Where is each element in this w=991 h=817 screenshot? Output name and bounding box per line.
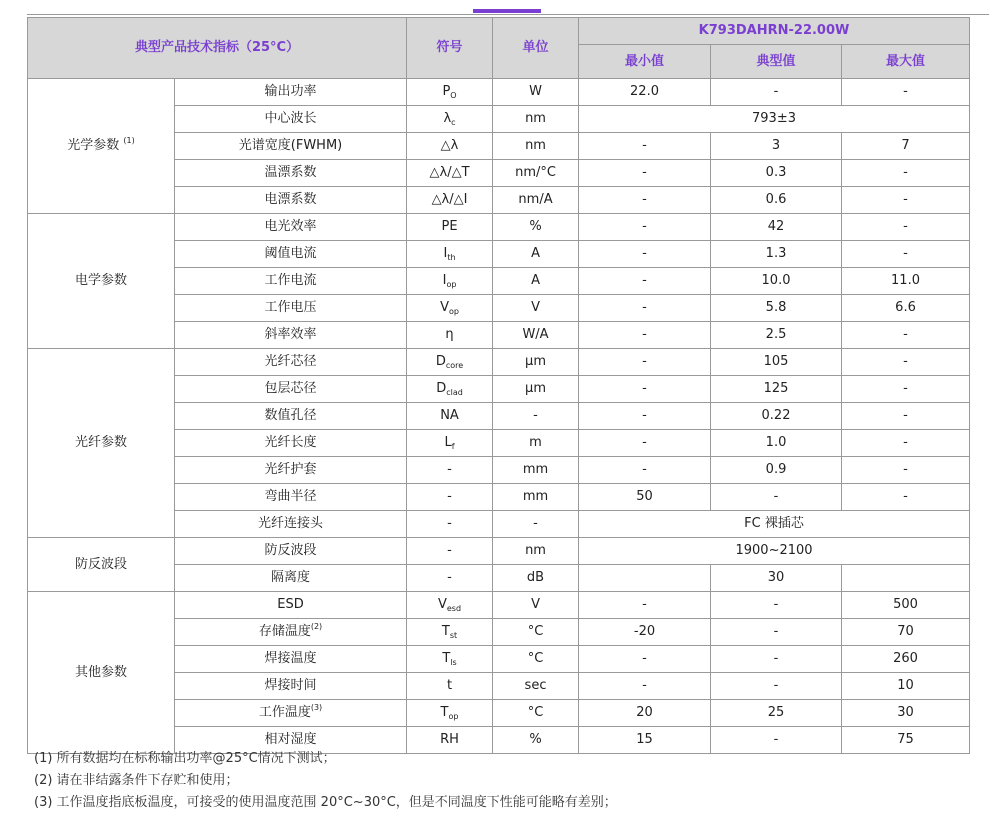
- min-value: [579, 565, 711, 592]
- symbol-cell: [407, 106, 493, 133]
- spec-body: [28, 79, 970, 754]
- max-value: -: [842, 79, 970, 106]
- group-name: [28, 214, 175, 349]
- param-text: 光纤芯径: [264, 354, 317, 369]
- param-name: [175, 592, 407, 619]
- symbol-cell: [407, 592, 493, 619]
- symbol-text: D: [435, 354, 446, 369]
- group-note: (1): [123, 136, 135, 145]
- max-value: -: [842, 322, 970, 349]
- param-text: 中心波长: [264, 111, 317, 126]
- unit-cell: W/A: [493, 322, 579, 349]
- merged-value: 1900~2100: [579, 538, 970, 565]
- max-value: [842, 565, 970, 592]
- typ-value: -: [711, 592, 842, 619]
- max-value: 70: [842, 619, 970, 646]
- param-text: 温漂系数: [264, 165, 317, 180]
- header-symbol: 符号: [407, 18, 493, 79]
- symbol-cell: [407, 322, 493, 349]
- footnote: (2) 请在非结露条件下存贮和使用；: [34, 773, 239, 788]
- symbol-text: -: [447, 462, 452, 477]
- min-value: -: [579, 160, 711, 187]
- table-row: [28, 214, 970, 241]
- unit-cell: W: [493, 79, 579, 106]
- param-name: [175, 241, 407, 268]
- min-value: 20: [579, 700, 711, 727]
- param-name: [175, 457, 407, 484]
- max-value: -: [842, 187, 970, 214]
- group-name: [28, 538, 175, 592]
- param-name: [175, 295, 407, 322]
- param-name: [175, 322, 407, 349]
- param-name: [175, 268, 407, 295]
- symbol-subscript: th: [447, 253, 456, 262]
- typ-value: 0.3: [711, 160, 842, 187]
- max-value: -: [842, 376, 970, 403]
- param-text: 光纤长度: [264, 435, 317, 450]
- symbol-subscript: op: [448, 307, 459, 316]
- symbol-text: T: [440, 705, 449, 720]
- min-value: -: [579, 187, 711, 214]
- typ-value: 5.8: [711, 295, 842, 322]
- param-name: [175, 133, 407, 160]
- min-value: 22.0: [579, 79, 711, 106]
- symbol-text: V: [437, 597, 447, 612]
- unit-cell: μm: [493, 349, 579, 376]
- unit-cell: °C: [493, 700, 579, 727]
- param-name: [175, 538, 407, 565]
- min-value: 50: [579, 484, 711, 511]
- max-value: -: [842, 457, 970, 484]
- param-text: 防反波段: [264, 543, 317, 558]
- max-value: 6.6: [842, 295, 970, 322]
- symbol-text: I: [443, 246, 448, 261]
- max-value: -: [842, 484, 970, 511]
- unit-cell: -: [493, 511, 579, 538]
- symbol-subscript: core: [445, 361, 464, 370]
- min-value: -: [579, 457, 711, 484]
- group-name: [28, 349, 175, 538]
- symbol-cell: [407, 538, 493, 565]
- max-value: 7: [842, 133, 970, 160]
- param-text: 工作电流: [264, 273, 317, 288]
- typ-value: -: [711, 79, 842, 106]
- symbol-text: RH: [440, 732, 459, 747]
- param-note: (2): [310, 622, 323, 631]
- unit-cell: V: [493, 592, 579, 619]
- symbol-subscript: st: [449, 631, 458, 640]
- max-value: -: [842, 430, 970, 457]
- param-text: 弯曲半径: [264, 489, 317, 504]
- param-note: (3): [310, 703, 323, 712]
- param-text: 电光效率: [264, 219, 317, 234]
- symbol-cell: [407, 646, 493, 673]
- param-text: 输出功率: [264, 84, 317, 99]
- header-spec-label: 典型产品技术指标（25°C）: [28, 18, 407, 79]
- symbol-text: I: [442, 273, 447, 288]
- symbol-text: T: [441, 624, 450, 639]
- symbol-cell: [407, 214, 493, 241]
- min-value: 15: [579, 727, 711, 754]
- symbol-text: η: [445, 327, 454, 342]
- min-value: -: [579, 673, 711, 700]
- unit-cell: nm/A: [493, 187, 579, 214]
- param-text: 包层芯径: [264, 381, 317, 396]
- param-name: [175, 160, 407, 187]
- param-text: 焊接温度: [264, 651, 317, 666]
- symbol-text: △λ/△I: [431, 192, 468, 207]
- unit-cell: m: [493, 430, 579, 457]
- symbol-subscript: c: [451, 118, 456, 127]
- symbol-text: V: [440, 300, 449, 315]
- symbol-cell: [407, 133, 493, 160]
- typ-value: 10.0: [711, 268, 842, 295]
- max-value: 75: [842, 727, 970, 754]
- symbol-text: -: [447, 543, 452, 558]
- footnote: (1) 所有数据均在标称输出功率@25°C情况下测试；: [34, 751, 336, 766]
- header-max: 最大值: [842, 45, 970, 79]
- min-value: -: [579, 646, 711, 673]
- symbol-cell: [407, 700, 493, 727]
- typ-value: 0.6: [711, 187, 842, 214]
- param-name: [175, 619, 407, 646]
- max-value: 260: [842, 646, 970, 673]
- unit-cell: mm: [493, 484, 579, 511]
- min-value: -: [579, 430, 711, 457]
- unit-cell: μm: [493, 376, 579, 403]
- symbol-subscript: f: [451, 442, 455, 451]
- symbol-text: -: [447, 489, 452, 504]
- symbol-text: NA: [440, 408, 459, 423]
- top-rule: [27, 14, 989, 15]
- symbol-subscript: ls: [450, 658, 457, 667]
- param-name: [175, 349, 407, 376]
- symbol-subscript: op: [448, 712, 459, 721]
- typ-value: 3: [711, 133, 842, 160]
- symbol-cell: [407, 565, 493, 592]
- symbol-cell: [407, 457, 493, 484]
- typ-value: 105: [711, 349, 842, 376]
- min-value: -: [579, 592, 711, 619]
- param-text: 工作温度: [258, 705, 311, 720]
- typ-value: 2.5: [711, 322, 842, 349]
- max-value: -: [842, 403, 970, 430]
- param-name: [175, 376, 407, 403]
- unit-cell: -: [493, 403, 579, 430]
- header-min: 最小值: [579, 45, 711, 79]
- symbol-text: L: [444, 435, 452, 450]
- param-text: 工作电压: [264, 300, 317, 315]
- group-name-text: 电学参数: [74, 273, 127, 288]
- header-model: K793DAHRN-22.00W: [579, 18, 970, 45]
- symbol-cell: [407, 484, 493, 511]
- symbol-cell: [407, 268, 493, 295]
- min-value: -: [579, 322, 711, 349]
- symbol-cell: [407, 430, 493, 457]
- typ-value: 25: [711, 700, 842, 727]
- table-row: [28, 592, 970, 619]
- unit-cell: °C: [493, 646, 579, 673]
- param-name: [175, 484, 407, 511]
- unit-cell: %: [493, 727, 579, 754]
- unit-cell: sec: [493, 673, 579, 700]
- symbol-cell: [407, 619, 493, 646]
- param-text: 焊接时间: [264, 678, 317, 693]
- param-name: [175, 106, 407, 133]
- param-name: [175, 187, 407, 214]
- footnotes: [34, 750, 617, 816]
- max-value: -: [842, 349, 970, 376]
- symbol-text: P: [442, 84, 451, 99]
- typ-value: -: [711, 484, 842, 511]
- unit-cell: %: [493, 214, 579, 241]
- param-text: 存储温度: [258, 624, 311, 639]
- group-name-text: 光学参数: [67, 138, 120, 153]
- symbol-text: t: [446, 678, 453, 693]
- min-value: -: [579, 403, 711, 430]
- param-text: 阈值电流: [264, 246, 317, 261]
- symbol-subscript: esd: [446, 604, 462, 613]
- param-text: 光谱宽度(FWHM): [238, 138, 343, 153]
- table-row: [28, 538, 970, 565]
- param-name: [175, 700, 407, 727]
- group-name-text: 光纤参数: [74, 435, 127, 450]
- symbol-text: △λ: [440, 138, 459, 153]
- unit-cell: nm/°C: [493, 160, 579, 187]
- accent-bar: [473, 9, 541, 13]
- symbol-text: PE: [441, 219, 458, 234]
- typ-value: 42: [711, 214, 842, 241]
- unit-cell: °C: [493, 619, 579, 646]
- table-row: [28, 349, 970, 376]
- typ-value: 1.3: [711, 241, 842, 268]
- symbol-cell: [407, 349, 493, 376]
- symbol-text: λ: [443, 111, 452, 126]
- param-name: [175, 403, 407, 430]
- symbol-cell: [407, 511, 493, 538]
- group-name-text: 其他参数: [74, 664, 127, 680]
- spec-table: [27, 17, 970, 754]
- typ-value: -: [711, 646, 842, 673]
- param-text: 相对湿度: [264, 732, 317, 747]
- symbol-cell: [407, 295, 493, 322]
- min-value: -20: [579, 619, 711, 646]
- min-value: -: [579, 241, 711, 268]
- max-value: 11.0: [842, 268, 970, 295]
- symbol-cell: [407, 403, 493, 430]
- group-name: [28, 79, 175, 214]
- group-name: [28, 592, 175, 754]
- param-name: [175, 511, 407, 538]
- merged-value: FC 裸插芯: [579, 511, 970, 538]
- min-value: -: [579, 349, 711, 376]
- symbol-subscript: O: [450, 91, 457, 100]
- param-text: 光纤连接头: [258, 516, 324, 531]
- symbol-cell: [407, 673, 493, 700]
- unit-cell: nm: [493, 538, 579, 565]
- typ-value: 1.0: [711, 430, 842, 457]
- symbol-text: -: [447, 570, 452, 585]
- unit-cell: A: [493, 241, 579, 268]
- max-value: -: [842, 160, 970, 187]
- max-value: -: [842, 214, 970, 241]
- symbol-cell: [407, 160, 493, 187]
- header-unit: 单位: [493, 18, 579, 79]
- symbol-cell: [407, 241, 493, 268]
- symbol-text: D: [436, 381, 447, 396]
- param-name: [175, 646, 407, 673]
- typ-value: -: [711, 673, 842, 700]
- merged-value: 793±3: [579, 106, 970, 133]
- typ-value: -: [711, 727, 842, 754]
- symbol-text: △λ/△T: [429, 165, 470, 180]
- unit-cell: nm: [493, 133, 579, 160]
- table-row: [28, 79, 970, 106]
- symbol-text: T: [442, 651, 451, 666]
- header-typ: 典型值: [711, 45, 842, 79]
- min-value: -: [579, 295, 711, 322]
- footnote: (3) 工作温度指底板温度，可接受的使用温度范围 20°C~30°C，但是不同温度下性能可能略有差别；: [34, 795, 617, 810]
- max-value: 10: [842, 673, 970, 700]
- param-name: [175, 430, 407, 457]
- unit-cell: mm: [493, 457, 579, 484]
- typ-value: 0.9: [711, 457, 842, 484]
- param-name: [175, 214, 407, 241]
- param-name: [175, 79, 407, 106]
- symbol-subscript: op: [446, 280, 457, 289]
- max-value: -: [842, 241, 970, 268]
- typ-value: -: [711, 619, 842, 646]
- param-text: ESD: [277, 597, 304, 612]
- param-text: 电漂系数: [264, 192, 317, 207]
- symbol-cell: [407, 187, 493, 214]
- typ-value: 125: [711, 376, 842, 403]
- symbol-subscript: clad: [446, 388, 463, 397]
- min-value: -: [579, 133, 711, 160]
- param-text: 数值孔径: [264, 408, 317, 423]
- typ-value: 30: [711, 565, 842, 592]
- param-text: 隔离度: [271, 570, 311, 585]
- unit-cell: dB: [493, 565, 579, 592]
- unit-cell: V: [493, 295, 579, 322]
- symbol-cell: [407, 376, 493, 403]
- symbol-cell: [407, 79, 493, 106]
- unit-cell: A: [493, 268, 579, 295]
- max-value: 30: [842, 700, 970, 727]
- group-name-text: 防反波段: [74, 556, 127, 572]
- param-text: 光纤护套: [264, 462, 317, 477]
- min-value: -: [579, 376, 711, 403]
- max-value: 500: [842, 592, 970, 619]
- symbol-text: -: [447, 516, 452, 531]
- typ-value: 0.22: [711, 403, 842, 430]
- min-value: -: [579, 268, 711, 295]
- param-name: [175, 673, 407, 700]
- param-text: 斜率效率: [264, 327, 317, 342]
- param-name: [175, 565, 407, 592]
- unit-cell: nm: [493, 106, 579, 133]
- min-value: -: [579, 214, 711, 241]
